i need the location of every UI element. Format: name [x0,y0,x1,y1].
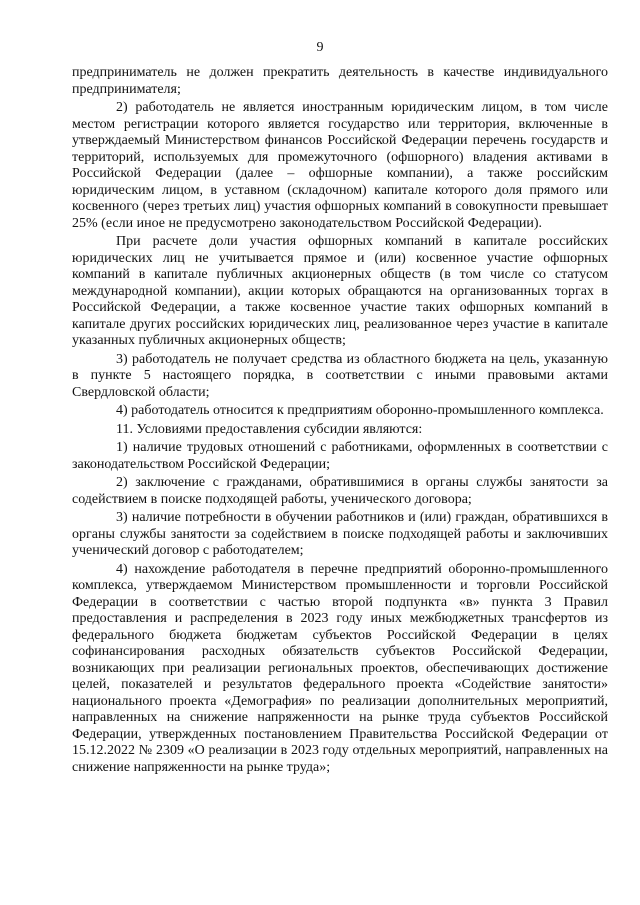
paragraph: 2) заключение с гражданами, обратившимися в органы службы занятости за содействием в поиске подходящей работы, ученического договора; [72,475,608,507]
document-body [72,65,608,778]
paragraph: 1) наличие трудовых отношений с работниками, оформленных в соответствии с законодательством Российской Федерации; [72,440,608,472]
paragraph: 4) нахождение работодателя в перечне предприятий оборонно-промышленного комплекса, утверждаемом Министерством промышленности и торговли Российской Федерации в соответствии с частью второй подпункта «в» пункта 3 Правил предоставления и распределения в 2023 году иных межбюджетных трансфертов из федерального бюджета бюджетам субъектов Российской Федерации в целях софинансирования расходных обязательств субъектов Российской Федерации, возникающих при реализации региональных проектов, обеспечивающих достижение целей, показателей и результатов федерального проекта «Содействие занятости» национального проекта «Демография» по реализации дополнительных мероприятий, направленных на снижение напряженности на рынке труда субъектов Российской Федерации, утвержденных постановлением Правительства Российской Федерации от 15.12.2022 № 2309 «О реализации в 2023 году отдельных мероприятий, направленных на снижение напряженности на рынке труда»; [72,561,608,775]
paragraph: 11. Условиями предоставления субсидии являются: [116,421,423,437]
paragraph: При расчете доли участия офшорных компаний в капитале российских юридических лиц не учитывается прямое и (или) косвенное участие офшорных компаний в капитале публичных акционерных обществ (в том числе со статусом международной компании), акции которых обращаются на организованных торгах в Российской Федерации, а также косвенное участие таких офшорных компаний в капитале других российских юридических лиц, реализованное через участие в капитале указанных публичных акционерных обществ; [72,234,608,348]
paragraph: 3) наличие потребности в обучении работников и (или) граждан, обратившихся в органы службы занятости за содействием в поиске подходящей работы и заключивших ученический договор с работодателем; [72,510,608,558]
paragraph: 4) работодатель относится к предприятиям оборонно-промышленного комплекса. [116,403,604,418]
paragraph: 2) работодатель не является иностранным юридическим лицом, в том числе местом регистрации которого является государство или территория, включенные в утверждаемый Министерством финансов Российской Федерации перечень государств и территорий, используемых для промежуточного (офшорного) владения активами в Российской Федерации (далее – офшорные компании), а также российским юридическим лицом, в уставном (складочном) капитале которого доля прямого или косвенного (через третьих лиц) участия офшорных компаний в совокупности превышает 25% (если иное не предусмотрено законодательством Российской Федерации). [72,100,608,231]
page-number: 9 [316,40,324,55]
paragraph: предприниматель не должен прекратить деятельность в качестве индивидуального предпринимателя; [72,65,608,97]
paragraph: 3) работодатель не получает средства из областного бюджета на цель, указанную в пункте 5 настоящего порядка, в соответствии с иными правовыми актами Свердловской области; [72,351,608,400]
